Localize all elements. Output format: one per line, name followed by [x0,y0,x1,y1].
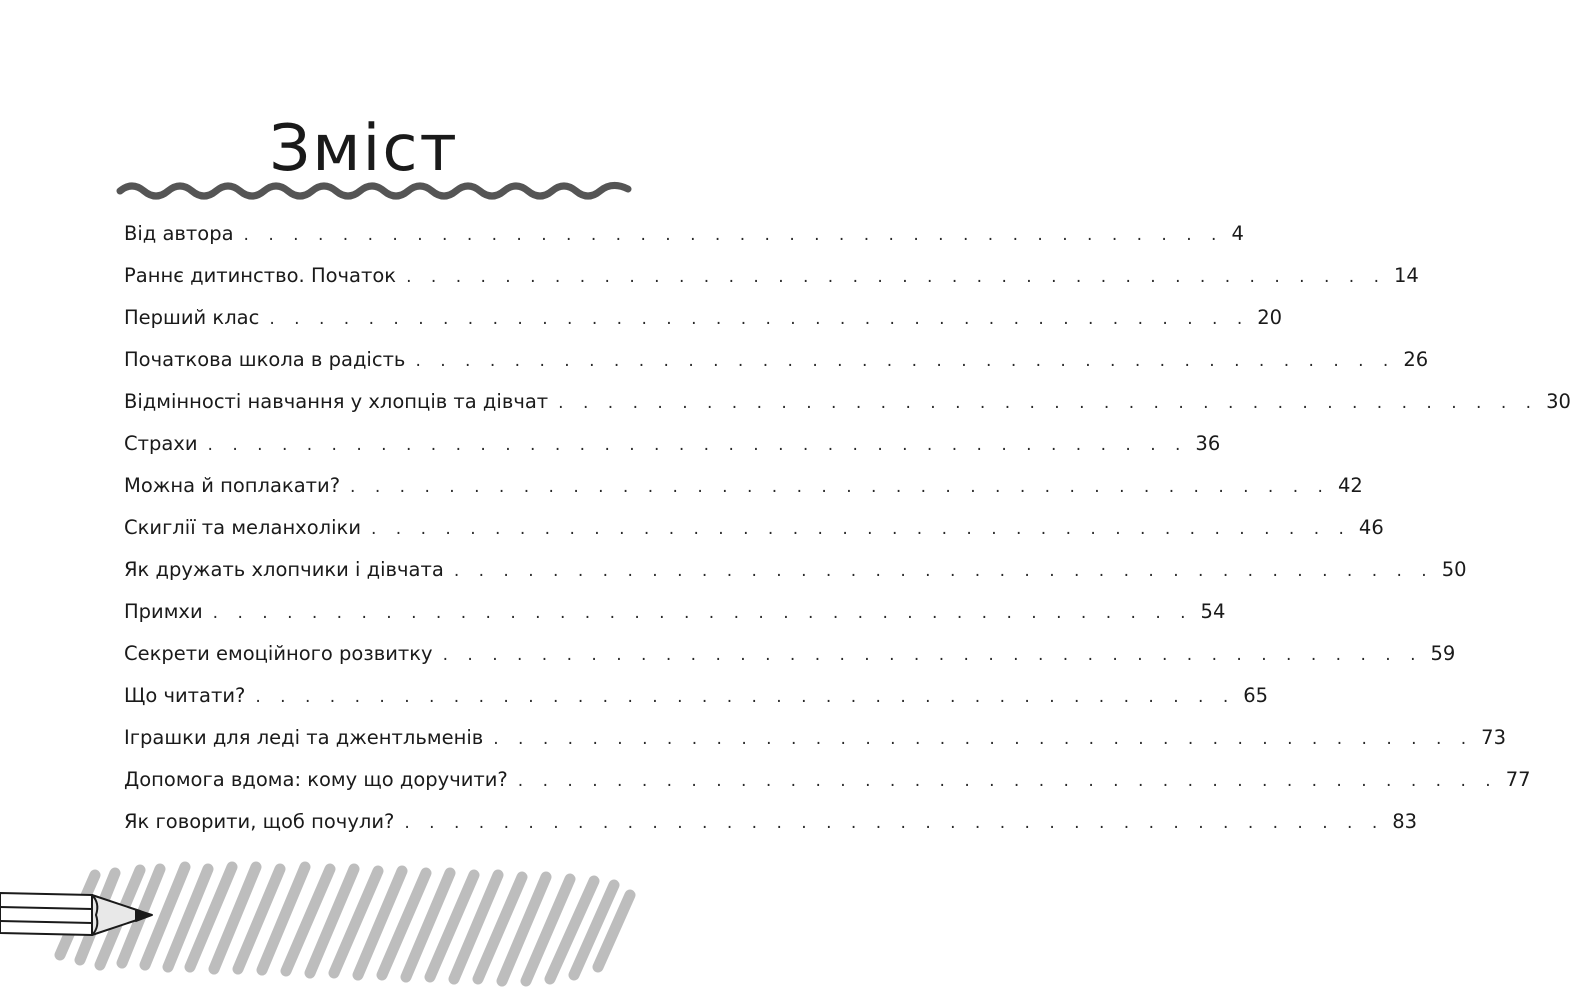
toc-entry-title: Раннє дитинство. Початок [124,264,397,287]
toc-entry-page: 46 [1358,516,1384,539]
wavy-line-icon [118,180,634,202]
toc-dot-leader: . . . . . . . . . . . . . . . . . . . . . . . . . . . . . . . . . . . . . . . . [493,729,1474,749]
toc-dot-leader: . . . . . . . . . . . . . . . . . . . . . . . . . . . . . . . . . . . . . . . . [350,477,1330,497]
toc-entry-title: Початкова школа в радість [124,348,406,371]
toc-entry [124,222,1244,264]
toc-entry [124,390,1571,432]
toc-entry [124,684,1269,726]
toc-entry-page: 59 [1430,642,1456,665]
toc-entry-page: 73 [1481,726,1506,749]
toc-entry-page: 65 [1243,684,1269,707]
toc-dot-leader: . . . . . . . . . . . . . . . . . . . . . . . . . . . . . . . . . . . . . . . . [558,393,1539,413]
toc-entry-title: Допомога вдома: кому що доручити? [124,768,508,791]
toc-entry [124,306,1283,348]
toc-entry-page: 20 [1257,306,1283,329]
toc-entry-title: Страхи [124,432,198,455]
toc-entry-title: Скиглії та меланхоліки [124,516,361,539]
toc-dot-leader: . . . . . . . . . . . . . . . . . . . . . . . . . . . . . . . . . . . . . . . . [453,561,1434,581]
toc-entry-title: Іграшки для леді та джентльменів [124,726,484,749]
toc-entry-page: 26 [1403,348,1429,371]
toc-entry-page: 30 [1546,390,1571,413]
toc-entry [124,474,1363,516]
toc-dot-leader: . . . . . . . . . . . . . . . . . . . . . . . . . . . . . . . . . . . . . . . . [371,519,1351,539]
toc-entry-title: Як говорити, щоб почули? [124,810,395,833]
toc-dot-leader: . . . . . . . . . . . . . . . . . . . . . . . . . . . . . . . . . . . . . . . . [442,645,1423,665]
toc-entry-title: Відмінності навчання у хлопців та дівчат [124,390,549,413]
toc-entry-title: Від автора [124,222,234,245]
toc-entry-title: Можна й поплакати? [124,474,341,497]
toc-entry [124,348,1429,390]
toc-entry [124,432,1221,474]
toc-entry [124,726,1506,768]
toc-entry-title: Примхи [124,600,203,623]
toc-entry-page: 54 [1200,600,1226,623]
toc-entry [124,768,1531,810]
scribble-icon [60,867,630,981]
page-title: Зміст [269,112,459,186]
toc-entry [124,600,1226,642]
table-of-contents [124,222,1571,852]
toc-dot-leader: . . . . . . . . . . . . . . . . . . . . . . . . . . . . . . . . . . . . . . . . [406,267,1386,287]
toc-dot-leader: . . . . . . . . . . . . . . . . . . . . . . . . . . . . . . . . . . . . . . . . [404,813,1385,833]
toc-entry-title: Як дружать хлопчики і дівчата [124,558,444,581]
toc-dot-leader: . . . . . . . . . . . . . . . . . . . . . . . . . . . . . . . . . . . . . . . . [517,771,1498,791]
toc-entry-title: Що читати? [124,684,246,707]
pencil-scribble-illustration [0,855,728,1000]
toc-dot-leader: . . . . . . . . . . . . . . . . . . . . . . . . . . . . . . . . . . . . . . . . [212,603,1193,623]
toc-entry [124,642,1456,684]
toc-entry-title: Секрети емоційного розвитку [124,642,433,665]
toc-entry-page: 77 [1505,768,1531,791]
toc-entry [124,516,1384,558]
toc-entry-title: Перший клас [124,306,260,329]
toc-entry-page: 42 [1337,474,1363,497]
toc-entry-page: 50 [1441,558,1467,581]
toc-dot-leader: . . . . . . . . . . . . . . . . . . . . . . . . . . . . . . . . . . . . . . . . [415,351,1396,371]
toc-entry [124,810,1418,852]
toc-entry-page: 36 [1195,432,1221,455]
toc-entry [124,558,1467,600]
toc-entry-page: 83 [1392,810,1418,833]
toc-entry [124,264,1419,306]
toc-dot-leader: . . . . . . . . . . . . . . . . . . . . . . . . . . . . . . . . . . . . . . . . [207,435,1188,455]
toc-dot-leader: . . . . . . . . . . . . . . . . . . . . . . . . . . . . . . . . . . . . . . . . [243,225,1224,245]
toc-entry-page: 14 [1393,264,1419,287]
toc-dot-leader: . . . . . . . . . . . . . . . . . . . . . . . . . . . . . . . . . . . . . . . . [269,309,1250,329]
toc-entry-page: 4 [1231,222,1244,245]
toc-dot-leader: . . . . . . . . . . . . . . . . . . . . . . . . . . . . . . . . . . . . . . . . [255,687,1236,707]
